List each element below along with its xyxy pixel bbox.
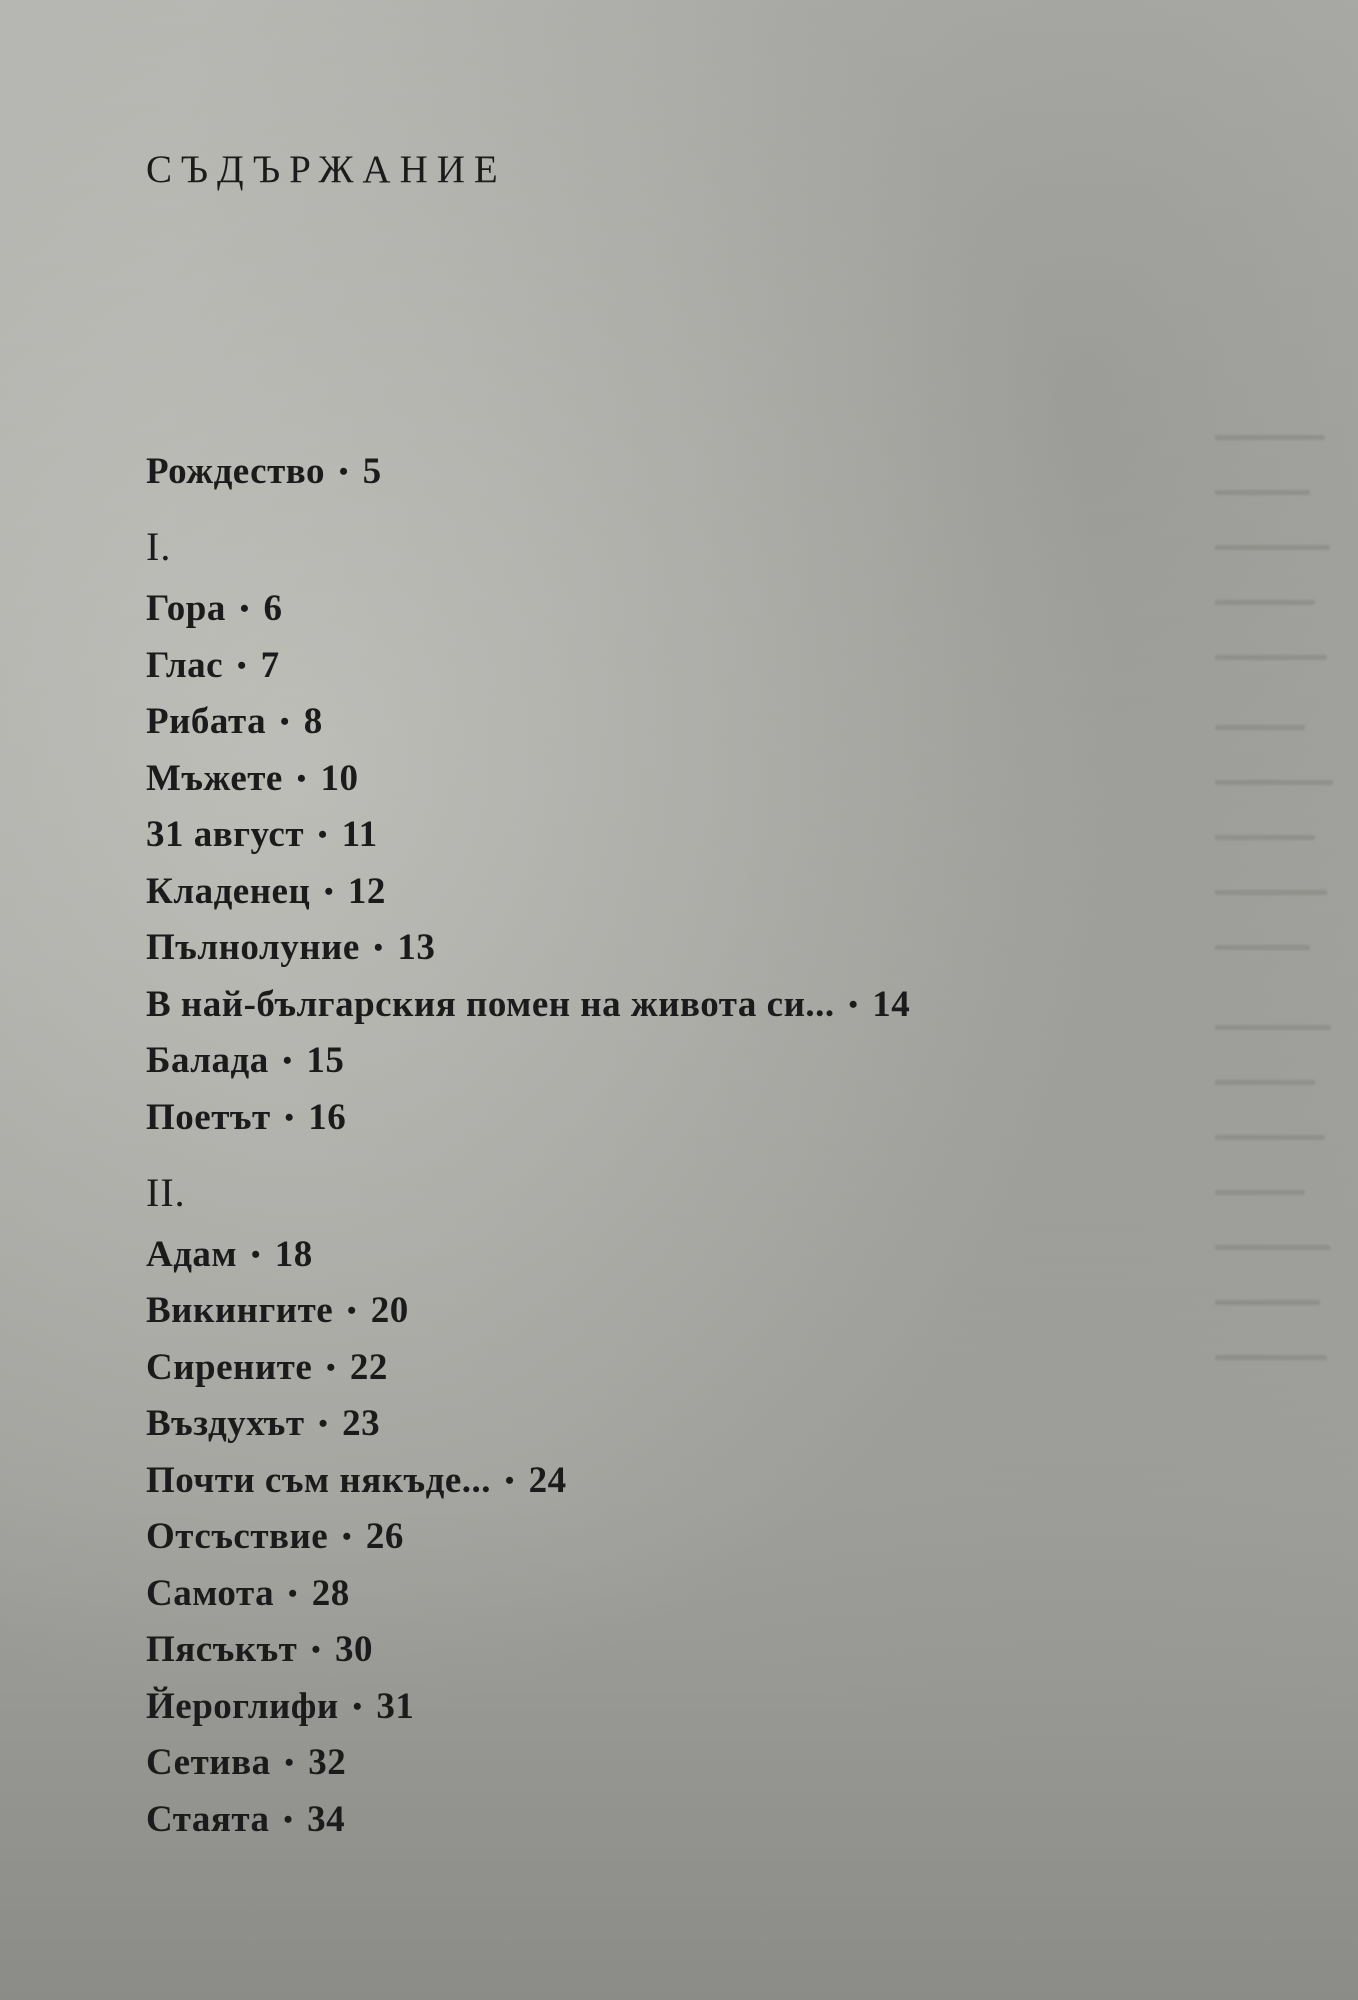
toc-entry-page: 24 — [528, 1460, 567, 1501]
toc-entry-title: Пясъкът — [146, 1629, 298, 1670]
toc-title: СЪДЪРЖАНИЕ — [146, 148, 507, 191]
toc-entry-title: Кладенец — [146, 871, 311, 912]
toc-entry — [146, 1349, 388, 1386]
bullet-separator: • — [296, 764, 307, 793]
toc-entry-title: Йероглифи — [146, 1686, 339, 1727]
bullet-separator: • — [339, 457, 349, 486]
bullet-separator: • — [318, 820, 328, 849]
toc-entry — [146, 816, 378, 853]
toc-entry-title: Рождество — [146, 451, 326, 492]
toc-entry-page: 16 — [308, 1097, 347, 1138]
bullet-separator: • — [347, 1296, 357, 1325]
toc-list — [146, 0, 1146, 2000]
toc-entry — [146, 453, 382, 490]
toc-entry — [146, 873, 386, 910]
toc-section-heading: II. — [146, 1170, 186, 1215]
toc-entry-title: 31 август — [146, 814, 304, 855]
toc-entry-title: Адам — [146, 1234, 238, 1275]
toc-entry — [146, 1744, 346, 1781]
toc-entry — [146, 760, 358, 797]
toc-entry-page: 23 — [342, 1403, 381, 1444]
toc-entry-page: 28 — [311, 1573, 350, 1614]
toc-entry-page: 13 — [397, 927, 436, 968]
bullet-separator: • — [284, 1748, 295, 1777]
toc-entry-page: 31 — [376, 1686, 415, 1727]
toc-entry — [146, 1405, 380, 1442]
toc-entry-page: 7 — [260, 645, 280, 686]
bullet-separator: • — [283, 1805, 294, 1834]
bullet-separator: • — [326, 1353, 336, 1382]
toc-entry-page: 32 — [308, 1742, 347, 1783]
toc-entry-page: 8 — [303, 701, 323, 742]
bullet-separator: • — [318, 1409, 329, 1438]
toc-entry-title: Балада — [146, 1040, 269, 1081]
toc-entry — [146, 1292, 409, 1329]
toc-entry — [146, 1099, 346, 1136]
toc-entry-page: 18 — [274, 1234, 313, 1275]
bullet-separator: • — [282, 1046, 293, 1075]
toc-entry-title: В най-българския помен на живота си... — [146, 984, 835, 1025]
bullet-separator: • — [237, 651, 247, 680]
bullet-separator: • — [352, 1692, 363, 1721]
toc-entry — [146, 1631, 373, 1668]
toc-entry-page: 5 — [362, 451, 382, 492]
toc-entry — [146, 703, 323, 740]
toc-entry — [146, 986, 910, 1023]
toc-section-heading: I. — [146, 524, 172, 569]
toc-entry-page: 22 — [349, 1347, 388, 1388]
bullet-separator: • — [251, 1240, 261, 1269]
toc-entry-title: Поетът — [146, 1097, 271, 1138]
toc-entry-title: Сетива — [146, 1742, 271, 1783]
bullet-separator: • — [284, 1103, 295, 1132]
toc-entry-title: Почти съм някъде... — [146, 1460, 491, 1501]
toc-entry-page: 15 — [306, 1040, 345, 1081]
toc-entry — [146, 590, 282, 627]
toc-entry-title: Гора — [146, 588, 226, 629]
toc-entry — [146, 647, 280, 684]
toc-entry-title: Мъжете — [146, 758, 283, 799]
toc-entry — [146, 1688, 414, 1725]
toc-entry — [146, 1575, 350, 1612]
toc-entry-title: Стаята — [146, 1799, 270, 1840]
bullet-separator: • — [288, 1579, 298, 1608]
toc-entry-page: 34 — [307, 1799, 346, 1840]
bullet-separator: • — [373, 933, 384, 962]
bullet-separator: • — [239, 594, 250, 623]
toc-entry-title: Сирените — [146, 1347, 313, 1388]
toc-entry-page: 11 — [341, 814, 378, 855]
bullet-separator: • — [342, 1522, 352, 1551]
bullet-separator: • — [280, 707, 290, 736]
toc-entry-title: Пълнолуние — [146, 927, 360, 968]
toc-entry-page: 26 — [365, 1516, 404, 1557]
toc-entry-title: Отсъствие — [146, 1516, 329, 1557]
toc-entry-page: 14 — [872, 984, 911, 1025]
bullet-separator: • — [848, 990, 859, 1019]
toc-entry-page: 20 — [370, 1290, 409, 1331]
toc-entry — [146, 1462, 567, 1499]
toc-entry-page: 30 — [334, 1629, 373, 1670]
bullet-separator: • — [324, 877, 334, 906]
toc-entry-page: 6 — [263, 588, 283, 629]
toc-entry-page: 10 — [320, 758, 359, 799]
toc-entry — [146, 1042, 344, 1079]
toc-entry-title: Викингите — [146, 1290, 334, 1331]
show-through-text — [1215, 385, 1335, 1785]
toc-entry — [146, 929, 435, 966]
toc-entry — [146, 1236, 313, 1273]
toc-entry-title: Рибата — [146, 701, 267, 742]
toc-entry — [146, 1801, 345, 1838]
toc-entry-title: Глас — [146, 645, 224, 686]
bullet-separator: • — [311, 1635, 321, 1664]
toc-entry — [146, 1518, 404, 1555]
toc-entry-title: Въздухът — [146, 1403, 305, 1444]
toc-entry-page: 12 — [347, 871, 386, 912]
toc-entry-title: Самота — [146, 1573, 275, 1614]
bullet-separator: • — [505, 1466, 515, 1495]
